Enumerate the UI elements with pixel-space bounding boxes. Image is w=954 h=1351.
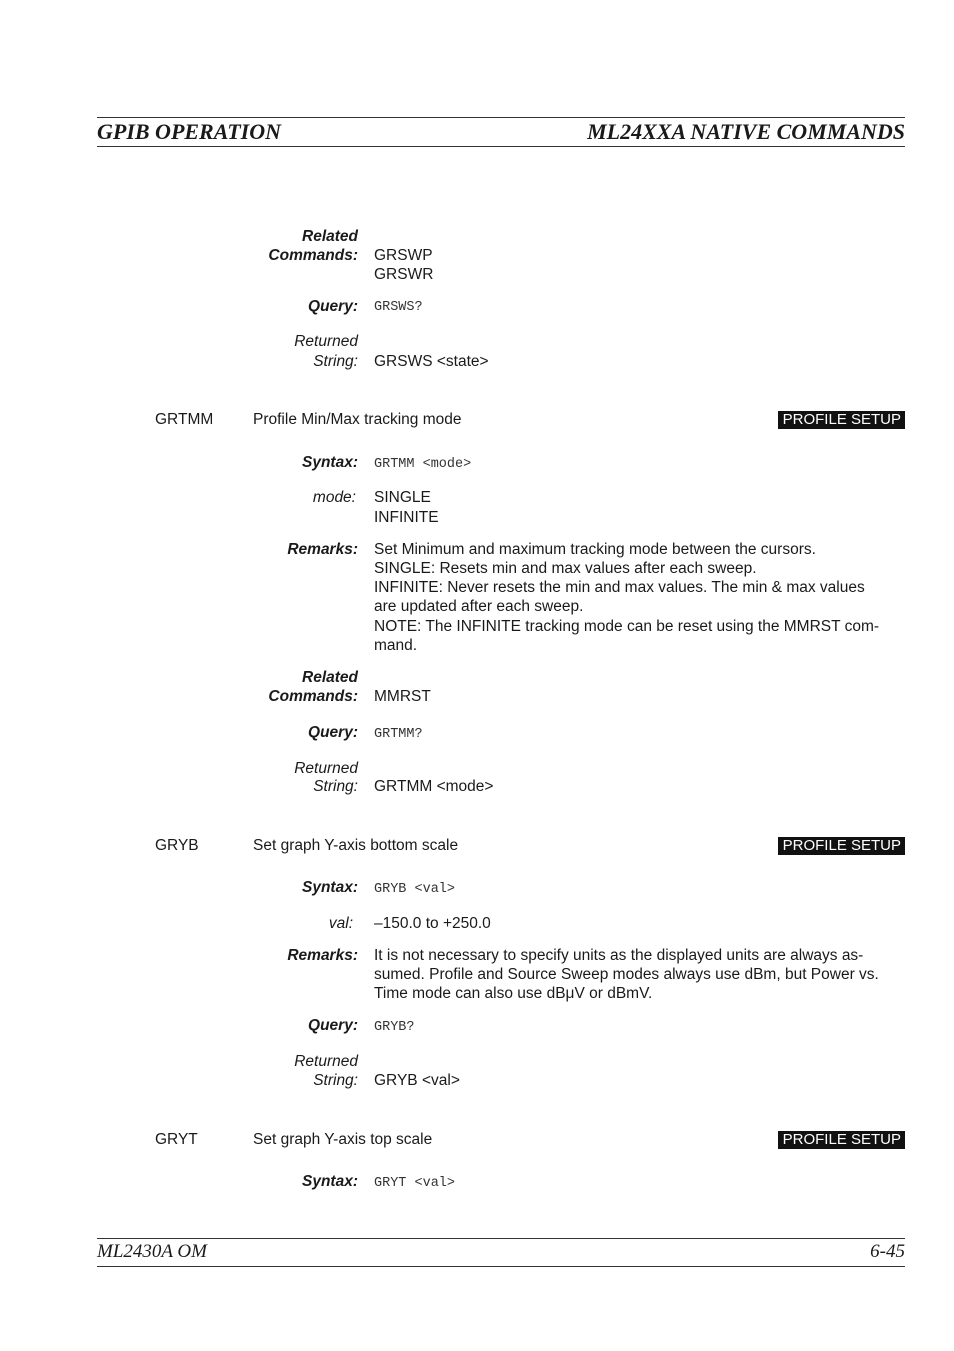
page-number: 6-45 bbox=[870, 1241, 905, 1262]
syntax-value: GRTMM <mode> bbox=[374, 457, 472, 472]
page-footer bbox=[97, 1238, 905, 1267]
command-code: GRTMM bbox=[155, 411, 214, 428]
commands-label: Commands: bbox=[268, 247, 358, 264]
page-header bbox=[97, 117, 905, 147]
query-label: Query: bbox=[308, 724, 358, 741]
remarks-line: mand. bbox=[374, 637, 418, 654]
remarks-line: SINGLE: Resets min and max values after each sweep. bbox=[374, 560, 757, 577]
syntax-label: Syntax: bbox=[302, 1173, 358, 1190]
related-command: GRSWR bbox=[374, 266, 434, 283]
command-description: Set graph Y-axis top scale bbox=[253, 1131, 433, 1148]
mode-value: INFINITE bbox=[374, 509, 439, 526]
query-value: GRYB? bbox=[374, 1020, 415, 1035]
query-label: Query: bbox=[308, 1017, 358, 1034]
string-label: String: bbox=[313, 778, 358, 795]
returned-string-value: GRSWS <state> bbox=[374, 353, 489, 370]
syntax-value: GRYT <val> bbox=[374, 1176, 456, 1191]
mode-label: mode: bbox=[312, 489, 356, 506]
returned-string-value: GRYB <val> bbox=[374, 1072, 460, 1089]
manual-name: ML2430A OM bbox=[97, 1241, 207, 1262]
category-badge: PROFILE SETUP bbox=[778, 837, 905, 855]
returned-label: Returned bbox=[294, 333, 358, 350]
syntax-label: Syntax: bbox=[302, 879, 358, 896]
related-label: Related bbox=[302, 228, 358, 245]
returned-label: Returned bbox=[294, 1053, 358, 1070]
string-label: String: bbox=[313, 1072, 358, 1089]
remarks-line: NOTE: The INFINITE tracking mode can be reset using the MMRST com- bbox=[374, 618, 880, 635]
val-label: val: bbox=[328, 915, 353, 932]
string-label: String: bbox=[313, 353, 358, 370]
commands-label: Commands: bbox=[268, 688, 358, 705]
remarks-label: Remarks: bbox=[287, 947, 358, 964]
command-description: Profile Min/Max tracking mode bbox=[253, 411, 462, 428]
related-label: Related bbox=[302, 669, 358, 686]
command-code: GRYB bbox=[155, 837, 199, 854]
related-command: GRSWP bbox=[374, 247, 433, 264]
query-value: GRSWS? bbox=[374, 300, 423, 315]
val-range: –150.0 to +250.0 bbox=[374, 915, 491, 932]
query-label: Query: bbox=[308, 298, 358, 315]
returned-label: Returned bbox=[294, 760, 358, 777]
remarks-line: are updated after each sweep. bbox=[374, 598, 584, 615]
related-command: MMRST bbox=[374, 688, 431, 705]
category-badge: PROFILE SETUP bbox=[778, 1131, 905, 1149]
mode-value: SINGLE bbox=[374, 489, 431, 506]
returned-string-value: GRTMM <mode> bbox=[374, 778, 494, 795]
chapter-title: ML24XXA NATIVE COMMANDS bbox=[587, 119, 905, 144]
remarks-line: sumed. Profile and Source Sweep modes always use dBm, but Power vs. bbox=[374, 966, 879, 983]
command-code: GRYT bbox=[155, 1131, 198, 1148]
query-value: GRTMM? bbox=[374, 727, 423, 742]
section-title: GPIB OPERATION bbox=[97, 119, 281, 144]
remarks-label: Remarks: bbox=[287, 541, 358, 558]
category-badge: PROFILE SETUP bbox=[778, 411, 905, 429]
syntax-value: GRYB <val> bbox=[374, 882, 456, 897]
remarks-line: It is not necessary to specify units as the displayed units are always as- bbox=[374, 947, 864, 964]
remarks-line: INFINITE: Never resets the min and max values. The min & max values bbox=[374, 579, 865, 596]
remarks-line: Set Minimum and maximum tracking mode between the cursors. bbox=[374, 541, 816, 558]
syntax-label: Syntax: bbox=[302, 454, 358, 471]
remarks-line: Time mode can also use dBμV or dBmV. bbox=[374, 985, 653, 1002]
command-description: Set graph Y-axis bottom scale bbox=[253, 837, 459, 854]
